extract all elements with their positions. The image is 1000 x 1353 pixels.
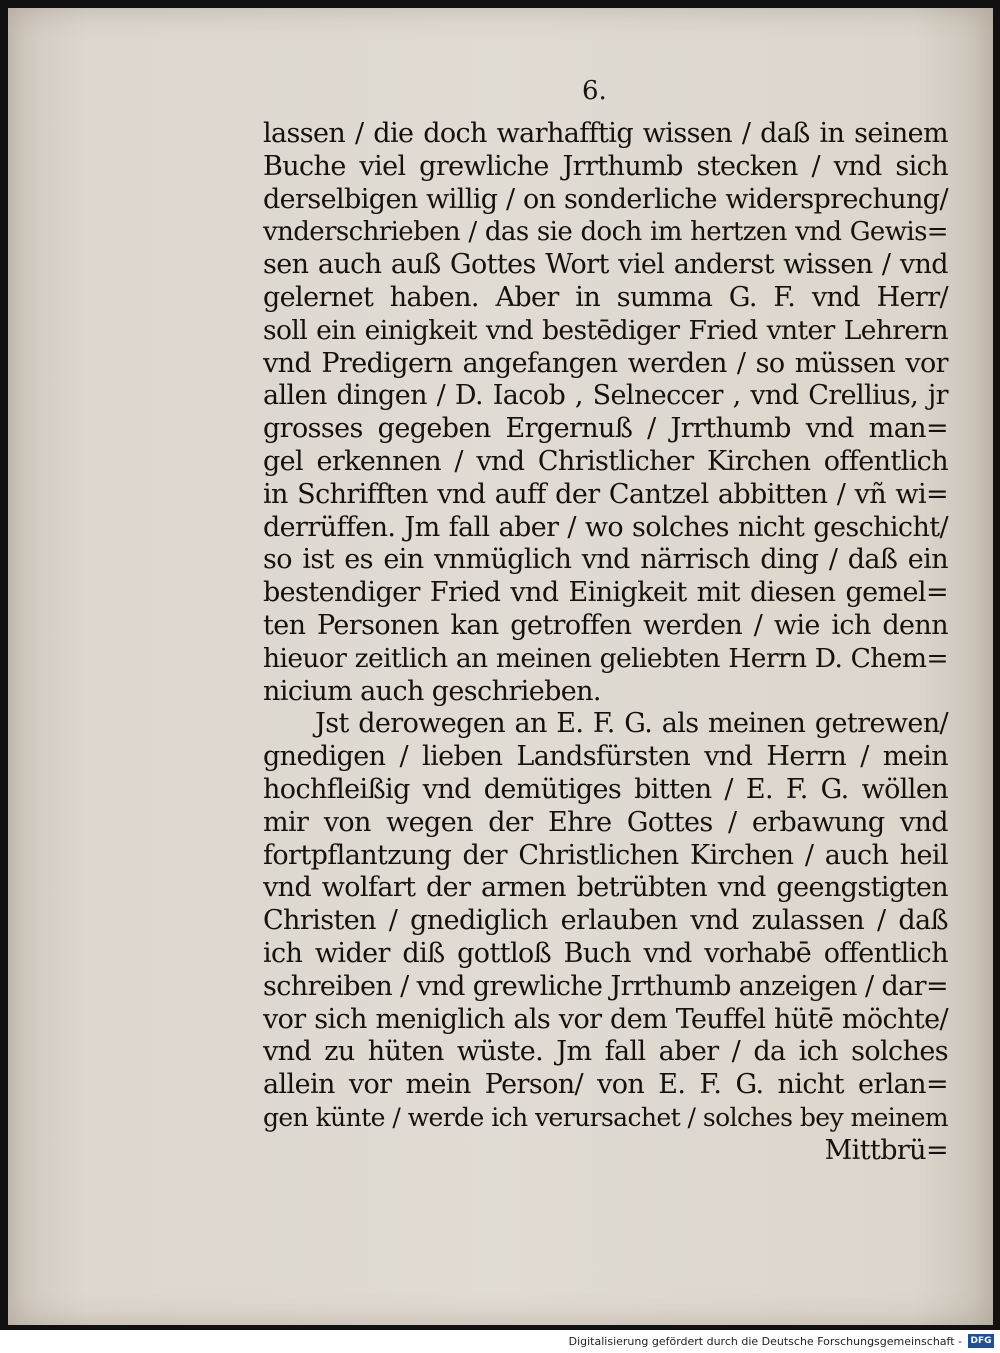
text-line: sen auch auß Gottes Wort viel anderst wissen / vnd (263, 249, 948, 281)
text-line: allen dingen / D. Iacob , Selneccer , vnd Crellius, jr (263, 380, 948, 412)
text-line: Jst derowegen an E. F. G. als meinen getrewen/ (315, 708, 948, 740)
text-line: lassen / die doch warhafftig wissen / daß in seinem (263, 118, 948, 149)
text-line: vnd Predigern angefangen werden / so müssen vor (263, 347, 948, 379)
body-text (263, 118, 948, 1168)
text-line: schreiben / vnd grewliche Jrrthumb anzeigen / dar= (263, 970, 948, 1002)
text-line: vnd wolfart der armen betrübten vnd geengstigten (263, 872, 948, 904)
text-line: vor sich meniglich als vor dem Teuffel hütē möchte/ (263, 1003, 948, 1035)
funding-credit: Digitalisierung gefördert durch die Deutsche Forschungsgemeinschaft - (568, 1335, 962, 1348)
catchword: Mittbrü= (824, 1134, 948, 1166)
text-line: gel erkennen / vnd Christlicher Kirchen offentlich (263, 445, 948, 477)
text-line: grosses gegeben Ergernuß / Jrrthumb vnd man= (263, 413, 948, 445)
text-line: gnedigen / lieben Landsfürsten vnd Herrn / mein (263, 741, 948, 773)
text-line: gen künte / werde ich verursachet / solches bey meinem (263, 1102, 948, 1132)
text-line: gelernet haben. Aber in summa G. F. vnd Herr/ (263, 281, 948, 313)
book-page (8, 8, 993, 1325)
text-line: so ist es ein vnmüglich vnd närrisch ding / daß ein (263, 544, 948, 576)
footer-bar (0, 1330, 1000, 1353)
text-line: allein vor mein Person/ von E. F. G. nicht erlan= (263, 1069, 948, 1101)
text-line: derrüffen. Jm fall aber / wo solches nicht geschicht/ (263, 511, 948, 543)
text-line: in Schrifften vnd auff der Cantzel abbitten / vñ wi= (263, 478, 948, 510)
text-line: soll ein einigkeit vnd bestēdiger Fried vnter Lehrern (263, 314, 948, 346)
text-line: fortpflantzung der Christlichen Kirchen / auch heil (263, 839, 948, 871)
text-line: vnderschrieben / das sie doch im hertzen vnd Gewis= (263, 217, 948, 248)
text-line: ich wider diß gottloß Buch vnd vorhabē offentlich (263, 937, 948, 969)
text-line: derselbigen willig / on sonderliche widersprechung/ (263, 183, 948, 215)
text-line: hochfleißig vnd demütiges bitten / E. F. G. wöllen (263, 773, 948, 805)
text-line: bestendiger Fried vnd Einigkeit mit diesen gemel= (263, 577, 948, 609)
text-line: Christen / gnediglich erlauben vnd zulassen / daß (263, 905, 948, 937)
text-line: hieuor zeitlich an meinen geliebten Herrn D. Chem= (263, 642, 948, 674)
dfg-logo-icon: DFG (968, 1334, 994, 1348)
text-line: nicium auch geschrieben. (263, 675, 601, 707)
text-line: mir von wegen der Ehre Gottes / erbawung vnd (263, 806, 948, 838)
text-line: Buche viel grewliche Jrrthumb stecken / vnd sich (263, 150, 948, 182)
text-line: vnd zu hüten wüste. Jm fall aber / da ich solches (263, 1036, 948, 1068)
page-number: 6. (582, 76, 607, 106)
text-line: ten Personen kan getroffen werden / wie ich denn (263, 609, 948, 641)
